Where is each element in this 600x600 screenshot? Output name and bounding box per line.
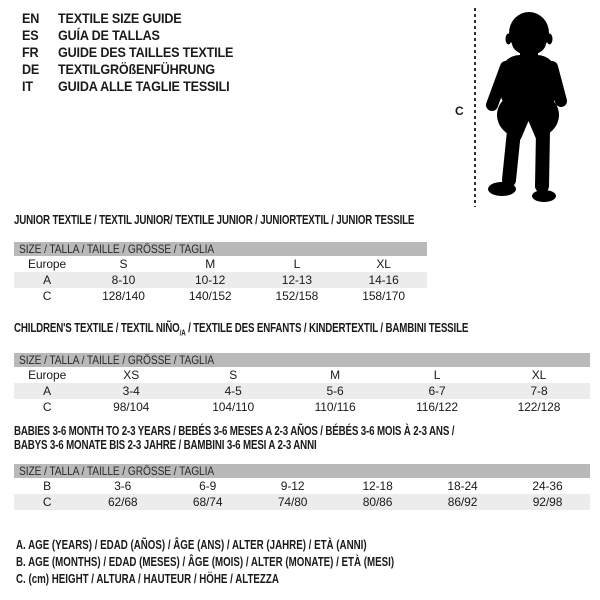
table-row-age [14, 272, 427, 288]
size-header-bar [14, 353, 590, 367]
language-row [22, 10, 253, 27]
note-age-years: A. AGE (YEARS) / EDAD (AÑOS) / ÂGE (ANS) / ALTER (JAHRE) / ETÀ (ANNI) [16, 537, 367, 552]
table-row-europe [14, 256, 427, 272]
cell: 98/104 [113, 399, 150, 414]
junior-size-table [14, 242, 427, 304]
cell: 9-12 [280, 479, 305, 493]
cell: 12-13 [254, 272, 341, 288]
height-dashed-line [474, 8, 476, 207]
cell: XS [123, 367, 140, 382]
cell: XL [376, 257, 391, 271]
row-label: Europe [27, 257, 67, 271]
height-measure-label: C [455, 104, 464, 118]
cell: 68/74 [165, 494, 250, 510]
table-row-height [14, 288, 427, 304]
cell: 6-9 [199, 479, 217, 493]
babies-size-table [14, 464, 590, 510]
cell: 4-5 [182, 383, 284, 399]
language-code: FR [22, 44, 39, 60]
row-label: Europe [28, 367, 67, 382]
subscript: /A [179, 328, 186, 338]
table-row-europe [14, 367, 590, 383]
section-babies [14, 424, 590, 510]
cell: XL [531, 367, 547, 382]
cell: 110/116 [314, 399, 356, 414]
baby-silhouette [482, 9, 574, 205]
size-header-label: SIZE / TALLA / TAILLE / GRÖSSE / TAGLIA [19, 242, 215, 256]
row-label: A [14, 383, 80, 399]
table-row-age [14, 383, 590, 399]
language-title-list [22, 10, 253, 95]
section-title: JUNIOR TEXTILE / TEXTIL JUNIOR/ TEXTILE JUNIOR / JUNIORTEXTIL / JUNIOR TESSILE [14, 213, 415, 227]
cell: 74/80 [250, 494, 335, 510]
cell: S [229, 367, 238, 382]
row-label: B [43, 479, 52, 493]
size-header-label: SIZE / TALLA / TAILLE / GRÖSSE / TAGLIA [19, 352, 215, 367]
size-header-label: SIZE / TALLA / TAILLE / GRÖSSE / TAGLIA [19, 464, 215, 478]
language-title: GUIDE DES TAILLES TEXTILE [58, 44, 234, 60]
language-code: IT [22, 78, 33, 94]
cell: 92/98 [505, 494, 590, 510]
cell: 8-10 [80, 272, 167, 288]
size-header-bar [14, 242, 427, 256]
cell: 128/140 [102, 289, 145, 303]
cell: L [293, 257, 301, 271]
cell: 5-6 [284, 383, 386, 399]
cell: 12-18 [362, 479, 393, 493]
language-code: DE [22, 61, 40, 77]
cell: 6-7 [386, 383, 488, 399]
size-header-bar [14, 464, 590, 478]
section-children [14, 321, 590, 415]
language-title: TEXTILE SIZE GUIDE [58, 10, 182, 26]
cell: M [330, 367, 341, 382]
language-code: EN [22, 10, 40, 26]
cell: L [433, 367, 441, 382]
cell: 122/128 [517, 399, 561, 414]
section-junior [14, 213, 427, 304]
legend-notes [16, 536, 520, 587]
table-row-height [14, 399, 590, 415]
cell: 116/122 [416, 399, 458, 414]
cell: M [205, 257, 216, 271]
language-row [22, 27, 253, 44]
language-row [22, 78, 253, 95]
cell: 7-8 [488, 383, 590, 399]
cell: 152/158 [275, 289, 319, 303]
language-row [22, 44, 253, 61]
row-label: A [14, 272, 80, 288]
cell: 18-24 [447, 479, 478, 493]
cell: 62/68 [80, 494, 165, 510]
language-title: GUÍA DE TALLAS [58, 27, 160, 43]
language-title: GUIDA ALLE TAGLIE TESSILI [58, 78, 230, 94]
note-age-months: B. AGE (MONTHS) / EDAD (MESES) / ÂGE (MOIS) / ALTER (MONATE) / ETÀ (MESI) [16, 554, 395, 569]
row-label: C [42, 399, 52, 414]
table-row-age-months [14, 478, 590, 494]
cell: 140/152 [188, 289, 232, 303]
language-code: ES [22, 27, 39, 43]
row-label: C [42, 289, 52, 303]
table-row-height [14, 494, 590, 510]
language-title: TEXTILGRÖßENFÜHRUNG [58, 61, 215, 77]
cell: 158/170 [362, 289, 405, 303]
note-height-cm: C. (cm) HEIGHT / ALTURA / HAUTEUR / HÖHE / ALTEZZA [16, 571, 279, 586]
cell: 80/86 [335, 494, 420, 510]
cell: 3-4 [80, 383, 182, 399]
section-title: CHILDREN'S TEXTILE / TEXTIL $NIÑO_{/A}$ / TEXTILE DES ENFANTS / KINDERTEXTIL / BAMBINI TESSILE [14, 321, 469, 338]
cell: S [119, 257, 128, 271]
row-label: C [14, 494, 80, 510]
section-title: BABIES 3-6 MONTH TO 2-3 YEARS / BEBÉS 3-6 MESES A 2-3 AÑOS / BÉBÉS 3-6 MOIS À 2-3 ANS / BABYS 3-6 MONATE BIS 2-3 JAHRE / BAMBINI 3-6 MESI A 2-3 ANNI [14, 424, 455, 452]
language-row [22, 61, 253, 78]
cell: 14-16 [340, 272, 427, 288]
cell: 24-36 [532, 479, 563, 493]
cell: 86/92 [420, 494, 505, 510]
cell: 10-12 [167, 272, 254, 288]
cell: 104/110 [212, 399, 255, 414]
cell: 3-6 [114, 479, 132, 493]
children-size-table [14, 353, 590, 415]
